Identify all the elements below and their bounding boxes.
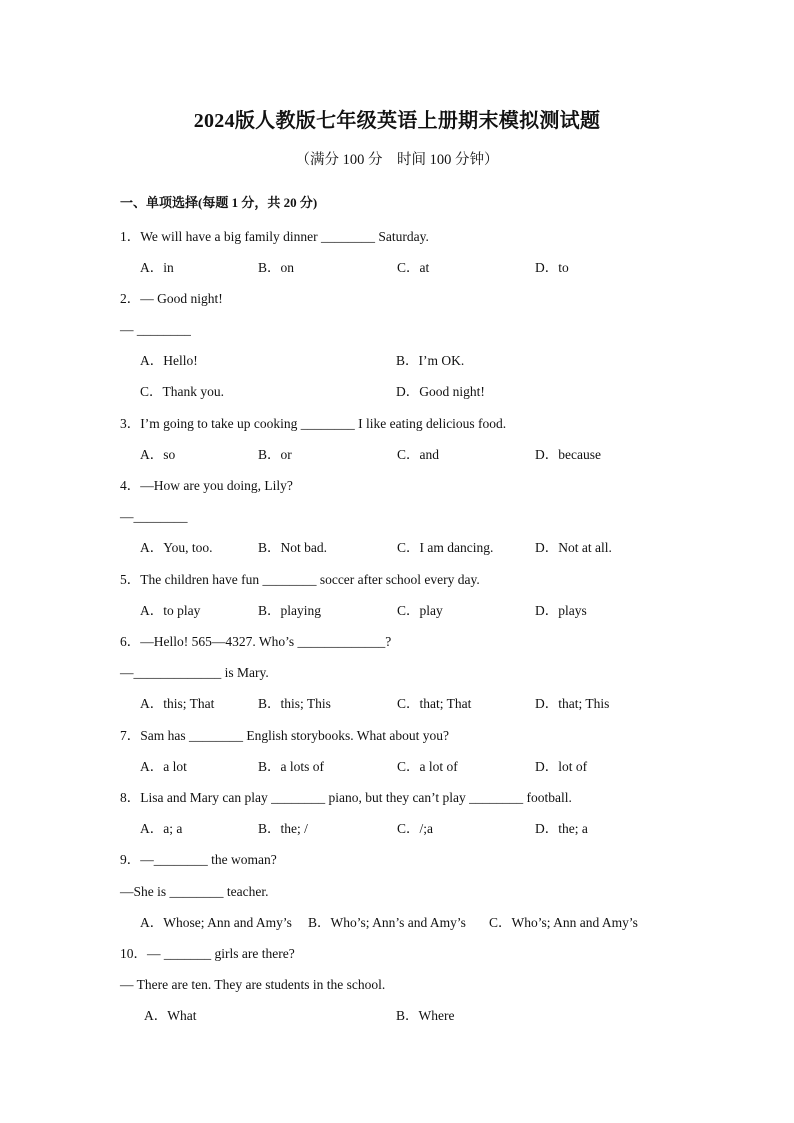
option-a: A．Hello! <box>140 353 198 368</box>
option-c: C．I am dancing. <box>397 540 494 555</box>
question-10-stem: 10．— _______ girls are there? <box>120 946 295 961</box>
option-b: B．I’m OK. <box>396 353 465 368</box>
question-7-stem: 7．Sam has ________ English storybooks. What about you? <box>120 728 449 743</box>
option-d: D．that; This <box>535 696 610 711</box>
question-4-stem: 4．—How are you doing, Lily? <box>120 478 293 493</box>
page-subtitle: （满分 100 分 时间 100 分钟） <box>295 152 499 168</box>
option-b: B．Not bad. <box>258 540 327 555</box>
option-b: B．playing <box>258 603 321 618</box>
option-c: C．play <box>397 603 443 618</box>
option-c: C．Thank you. <box>140 384 224 399</box>
question-10-reply: — There are ten. They are students in the school. <box>120 977 386 992</box>
question-5-stem: 5．The children have fun ________ soccer after school every day. <box>120 572 480 587</box>
option-a: A．so <box>140 447 176 462</box>
question-3-stem: 3．I’m going to take up cooking ________ I like eating delicious food. <box>120 416 507 431</box>
question-9-reply: —She is ________ teacher. <box>120 884 269 899</box>
option-d: D．because <box>535 447 601 462</box>
question-2-reply: — ________ <box>120 322 191 337</box>
option-c: C．a lot of <box>397 759 458 774</box>
question-6-stem: 6．—Hello! 565—4327. Who’s _____________? <box>120 634 392 649</box>
section-heading: 一、单项选择(每题 1 分，共 20 分) <box>120 195 318 210</box>
question-2-stem: 2．— Good night! <box>120 291 223 306</box>
question-9-options <box>120 912 720 934</box>
question-3-options <box>120 444 720 466</box>
option-c: C．Who’s; Ann and Amy’s <box>489 915 638 930</box>
option-d: D．lot of <box>535 759 588 774</box>
page-title: 2024版人教版七年级英语上册期末模拟测试题 <box>193 110 601 132</box>
option-a: A．this; That <box>140 696 215 711</box>
option-d: D．plays <box>535 603 587 618</box>
option-d: D．the; a <box>535 821 588 836</box>
option-b: B．or <box>258 447 292 462</box>
option-b: B．on <box>258 260 295 275</box>
option-c: C．at <box>397 260 430 275</box>
question-4-reply: —________ <box>120 509 188 524</box>
option-b: B．Where <box>396 1008 455 1023</box>
question-1-options <box>120 257 720 279</box>
option-d: D．Good night! <box>396 384 485 399</box>
question-6-reply: —_____________ is Mary. <box>120 665 269 680</box>
option-a: A．to play <box>140 603 201 618</box>
option-a: A．What <box>144 1008 197 1023</box>
option-c: C．/;a <box>397 821 433 836</box>
option-a: A．Whose; Ann and Amy’s <box>140 915 292 930</box>
question-7-options <box>120 756 720 778</box>
option-b: B．Who’s; Ann’s and Amy’s <box>308 915 466 930</box>
question-4-options <box>120 537 720 559</box>
option-a: A．a; a <box>140 821 183 836</box>
option-a: A．in <box>140 260 174 275</box>
option-a: A．a lot <box>140 759 187 774</box>
option-d: D．Not at all. <box>535 540 612 555</box>
question-5-options <box>120 600 720 622</box>
question-10-options <box>120 1005 720 1027</box>
option-d: D．to <box>535 260 569 275</box>
question-2-options-row1 <box>120 350 720 372</box>
option-a: A．You, too. <box>140 540 213 555</box>
option-b: B．the; / <box>258 821 308 836</box>
option-b: B．this; This <box>258 696 331 711</box>
option-b: B．a lots of <box>258 759 324 774</box>
question-2-options-row2 <box>120 381 720 403</box>
question-8-options <box>120 818 720 840</box>
option-c: C．and <box>397 447 439 462</box>
question-1-stem: 1．We will have a big family dinner ________ Saturday. <box>120 229 429 244</box>
question-8-stem: 8．Lisa and Mary can play ________ piano, but they can’t play ________ football. <box>120 790 572 805</box>
question-9-stem: 9．—________ the woman? <box>120 852 277 867</box>
question-6-options <box>120 693 720 715</box>
option-c: C．that; That <box>397 696 472 711</box>
